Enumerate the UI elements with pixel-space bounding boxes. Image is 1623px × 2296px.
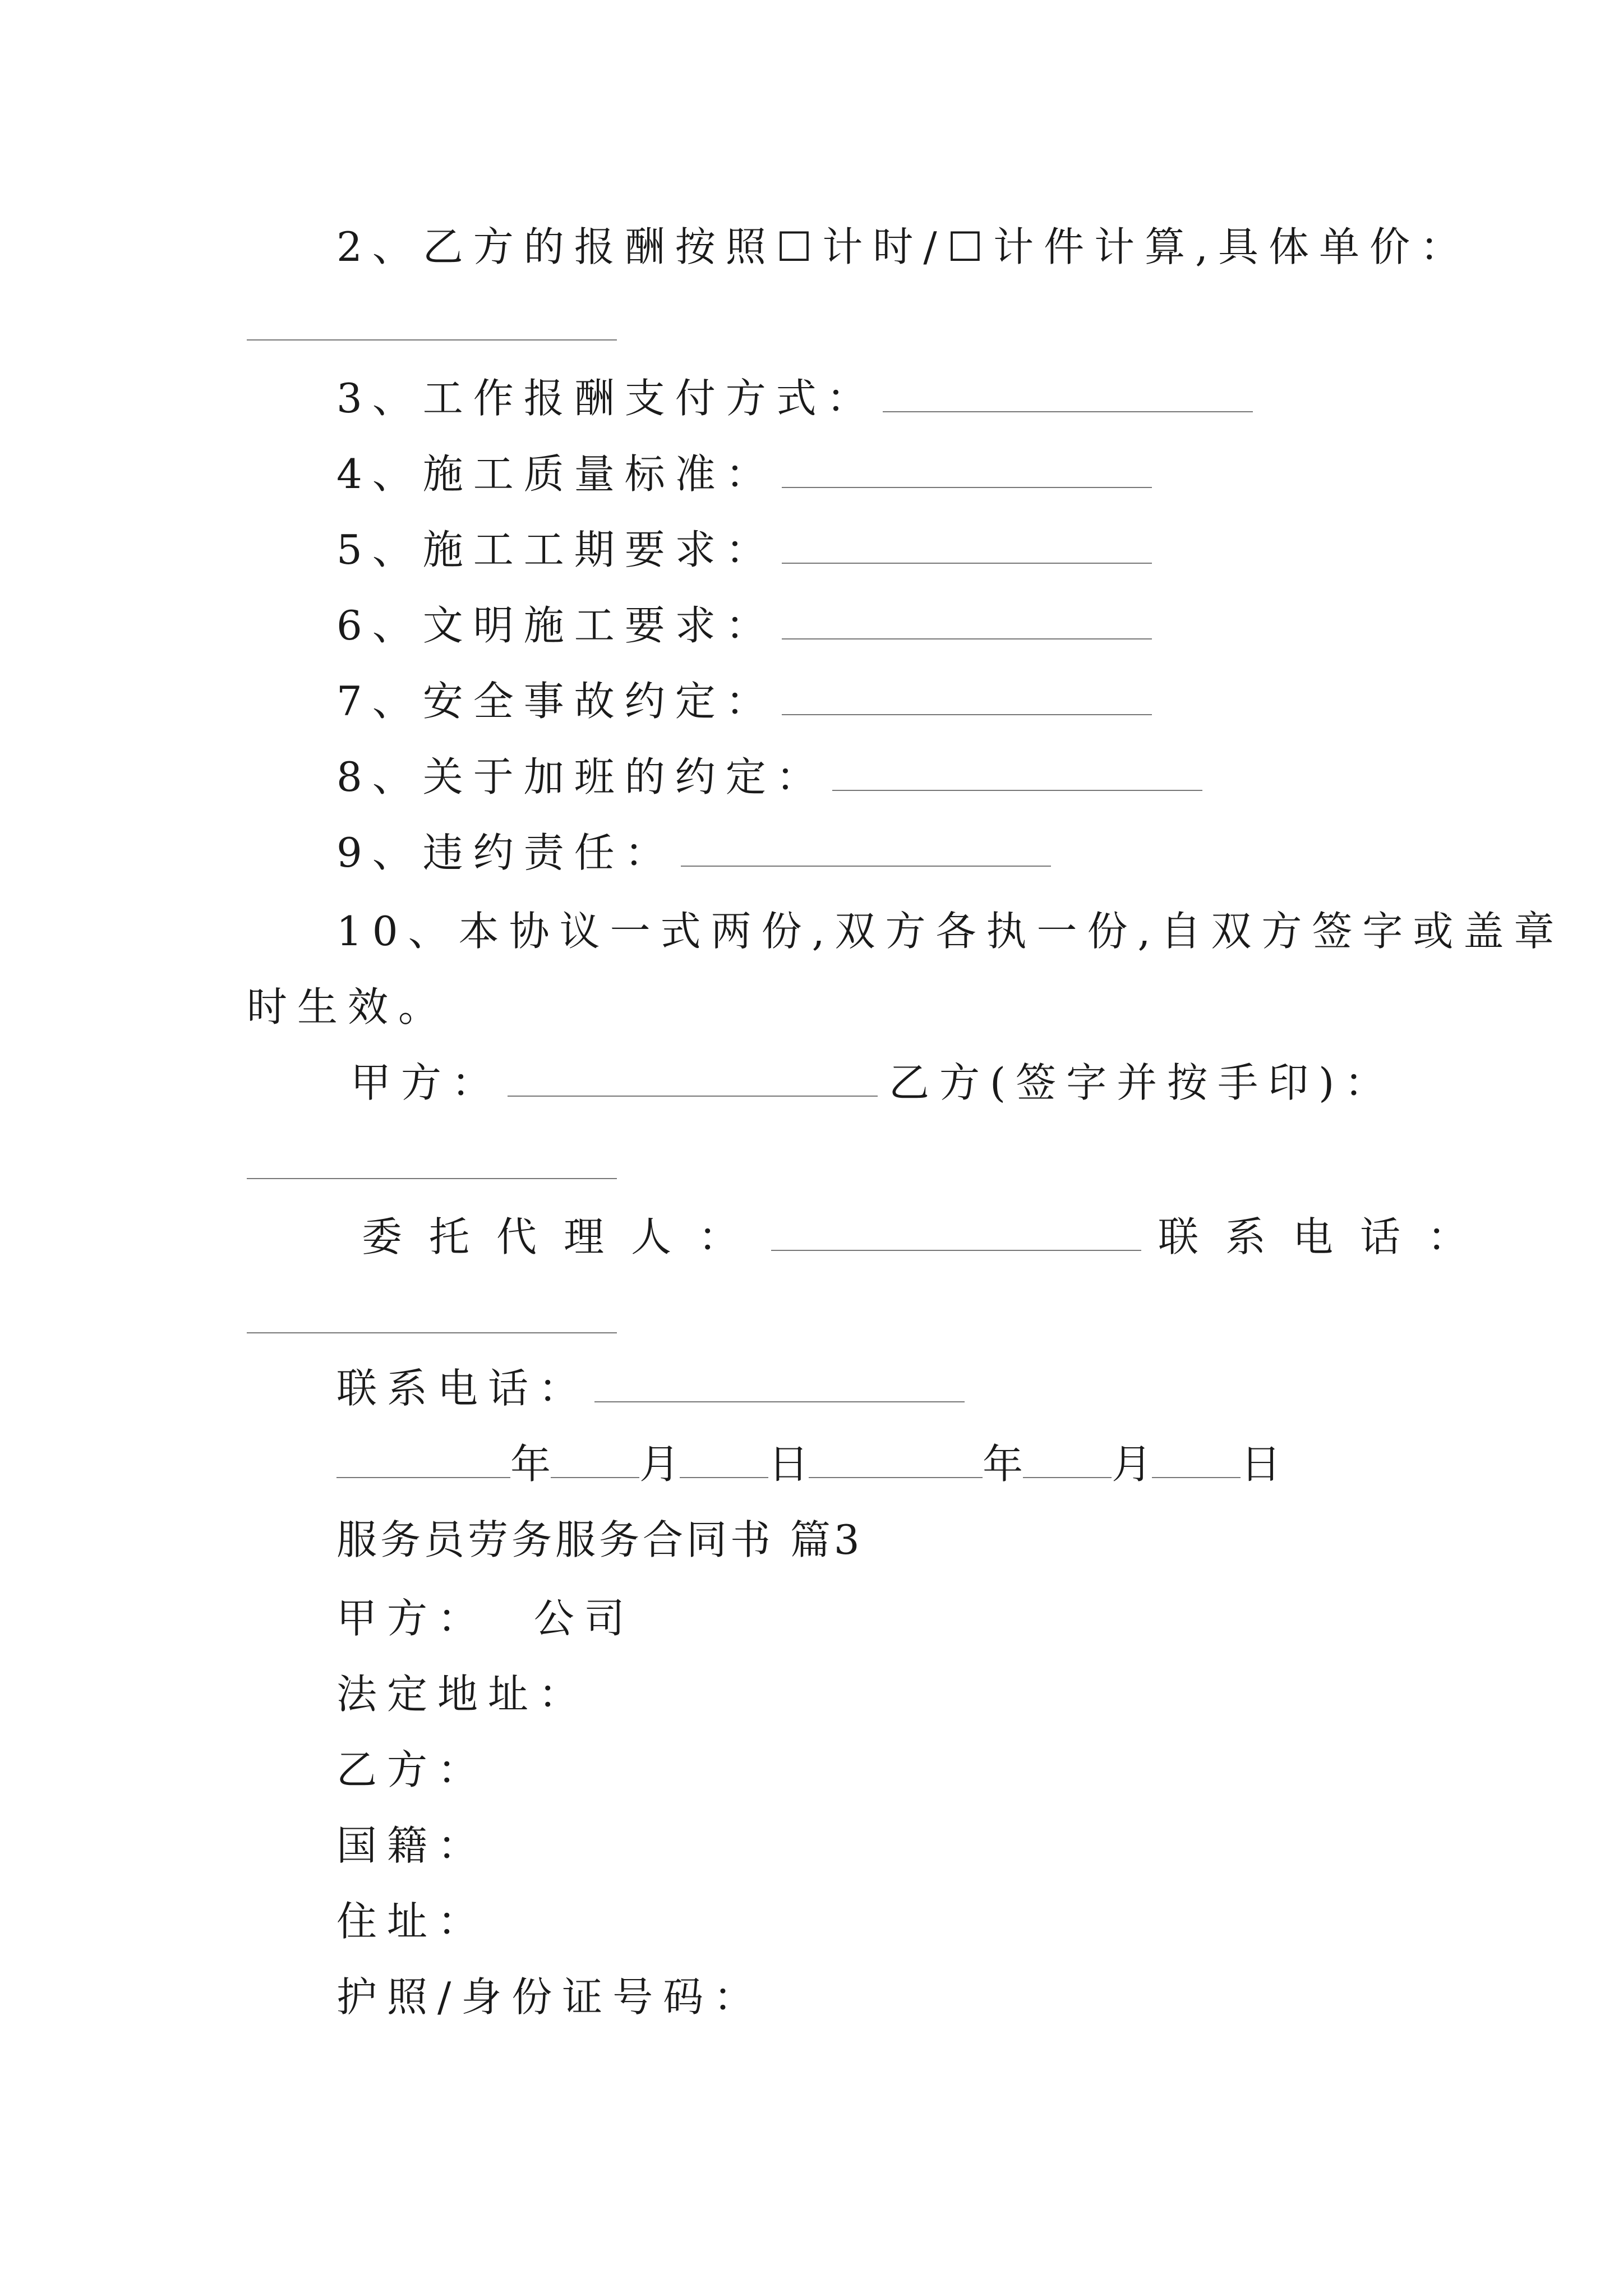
date-a-year: 年 [510, 1441, 551, 1488]
clause-2-text: 2、乙方的报酬按照☐计时/☐计件计算,具体单价： [336, 223, 1471, 270]
date-b-day: 日 [1241, 1441, 1281, 1488]
clause-7-label: 7、安全事故约定： [336, 678, 776, 725]
party-a-label: 甲方： [351, 1059, 502, 1106]
agent-phone-blank [247, 1332, 617, 1333]
clause-9-blank [681, 832, 1051, 867]
clause-9-label: 9、违约责任： [336, 829, 675, 876]
field-address: 法定地址： [336, 1671, 589, 1718]
clause-10-line2: 时生效。 [247, 983, 449, 1030]
date-b-year: 年 [983, 1441, 1023, 1488]
clause-3-label: 3、工作报酬支付方式： [336, 375, 877, 422]
phone-label: 联系电话： [336, 1365, 589, 1412]
date-a-year-blank [336, 1443, 510, 1478]
clause-4 [336, 449, 1152, 499]
date-a-day-blank [680, 1443, 768, 1478]
clause-9 [336, 827, 1051, 878]
phone-row [336, 1363, 965, 1414]
signature-agent [362, 1212, 1495, 1262]
date-a-month: 月 [639, 1441, 680, 1488]
clause-10-line1: 10、本协议一式两份,双方各执一份,自双方签字或盖章 [336, 908, 1565, 955]
agent-phone-label: 联系电话： [1158, 1213, 1495, 1260]
agent-label: 委托代理人： [362, 1213, 766, 1260]
clause-8-label: 8、关于加班的约定： [336, 753, 827, 800]
field-id-number: 护照/身份证号码： [336, 1973, 764, 2021]
clause-8 [336, 752, 1202, 802]
field-party-b: 乙方： [336, 1746, 488, 1793]
clause-6 [336, 600, 1152, 651]
phone-blank [594, 1368, 965, 1402]
clause-3 [336, 373, 1253, 424]
field-residence: 住址： [336, 1898, 488, 1945]
clause-6-label: 6、文明施工要求： [336, 602, 776, 649]
signature-parties [351, 1057, 1395, 1108]
field-party-a: 甲方： 公司 [336, 1595, 635, 1642]
clause-3-blank [883, 378, 1253, 412]
party-a-blank [508, 1062, 878, 1097]
section-title: 服务员劳务服务合同书 篇3 [336, 1516, 863, 1563]
date-b-year-blank [809, 1443, 983, 1478]
party-b-label: 乙方(签字并按手印)： [889, 1059, 1395, 1106]
date-b-day-blank [1152, 1443, 1241, 1478]
clause-2-blank [247, 339, 617, 341]
clause-7-blank [782, 680, 1152, 715]
clause-7 [336, 676, 1152, 726]
clause-5 [336, 524, 1152, 575]
field-nationality: 国籍： [336, 1822, 488, 1869]
party-b-blank [247, 1178, 617, 1179]
clause-4-blank [782, 453, 1152, 488]
clause-8-blank [832, 756, 1202, 791]
clause-6-blank [782, 605, 1152, 639]
date-a-day: 日 [768, 1441, 809, 1488]
date-a-month-blank [551, 1443, 639, 1478]
clause-5-blank [782, 529, 1152, 564]
clause-5-label: 5、施工工期要求： [336, 526, 776, 573]
date-row [336, 1439, 1281, 1489]
clause-4-label: 4、施工质量标准： [336, 450, 776, 498]
agent-blank [771, 1216, 1141, 1251]
date-b-month: 月 [1112, 1441, 1152, 1488]
date-b-month-blank [1023, 1443, 1112, 1478]
